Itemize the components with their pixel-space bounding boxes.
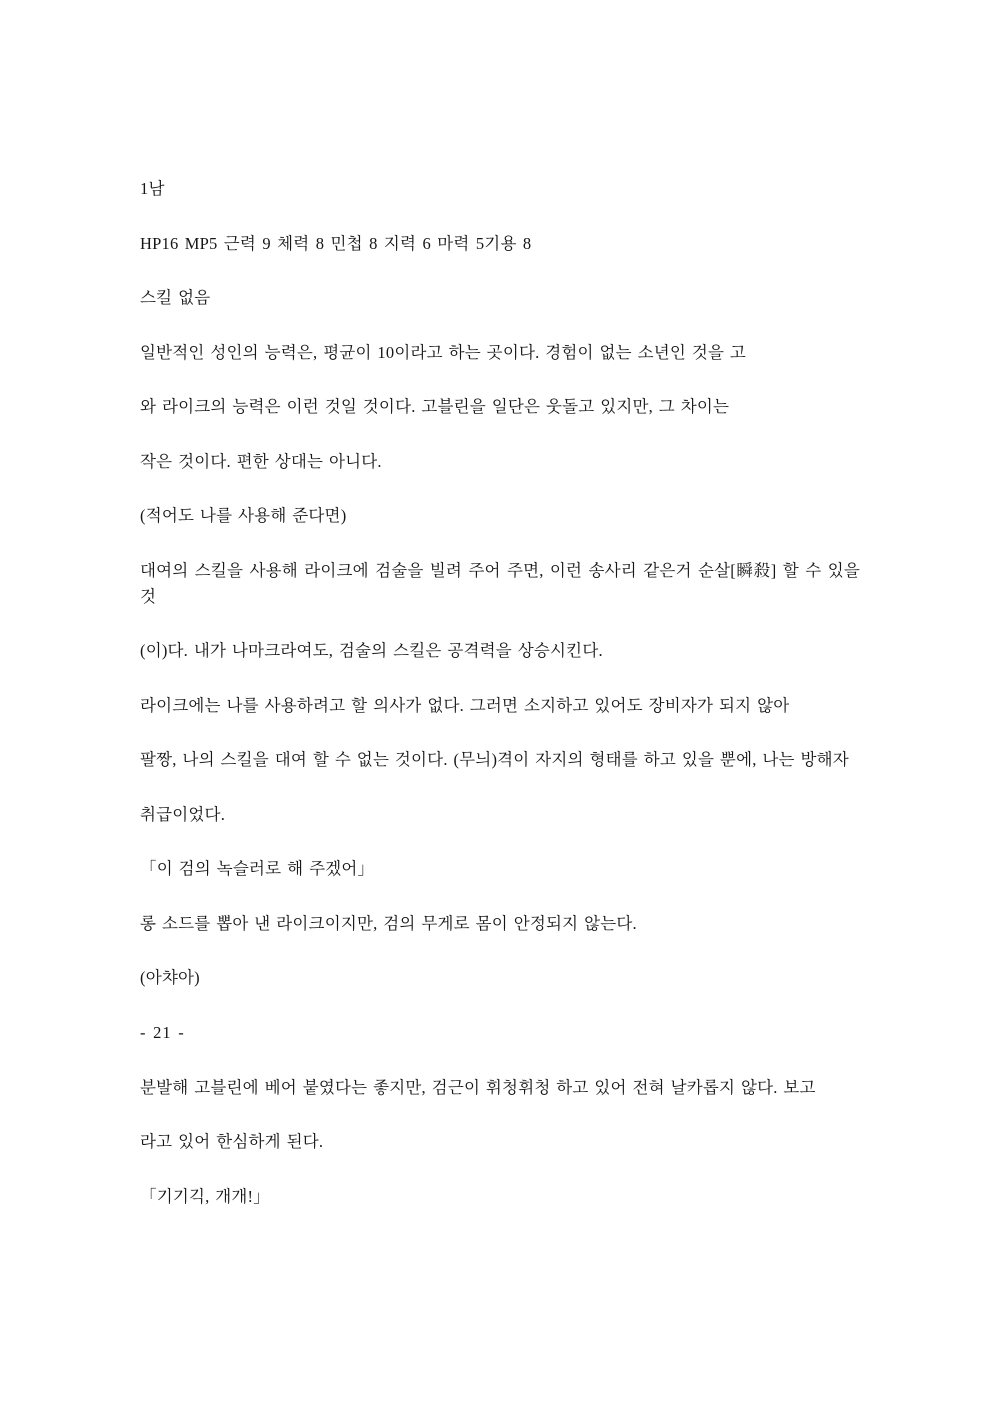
body-paragraph-2: 와 라이크의 능력은 이런 것일 것이다. 고블린을 일단은 웃돌고 있지만, 그 차이는 [140, 397, 730, 417]
body-paragraph-1: 일반적인 성인의 능력은, 평균이 10이라고 하는 곳이다. 경험이 없는 소년인 것을 고 [140, 342, 747, 362]
page-number: - 21 - [140, 1023, 185, 1042]
dialogue-2: 「기기긱, 개개!」 [140, 1186, 270, 1206]
body-paragraph-9: 롱 소드를 뽑아 낸 라이크이지만, 검의 무게로 몸이 안정되지 않는다. [140, 913, 637, 933]
body-paragraph-8: 취급이었다. [140, 804, 226, 824]
body-paragraph-10: 분발해 고블린에 베어 붙였다는 좋지만, 검근이 휘청휘청 하고 있어 전혀 날카롭지 않다. 보고 [140, 1077, 816, 1097]
body-paragraph-4: 대여의 스킬을 사용해 라이크에 검술을 빌려 주어 주면, 이런 송사리 같은거 순살[瞬殺] 할 수 있을 것 [140, 560, 860, 606]
inner-thought-2: (아챠아) [140, 968, 200, 988]
document-body [140, 176, 872, 1209]
body-paragraph-6: 라이크에는 나를 사용하려고 할 의사가 없다. 그러면 소지하고 있어도 장비자가 되지 않아 [140, 695, 790, 715]
skill-line: 스킬 없음 [140, 288, 211, 308]
body-paragraph-3: 작은 것이다. 편한 상대는 아니다. [140, 451, 382, 471]
body-paragraph-7: 팔짱, 나의 스킬을 대여 할 수 없는 것이다. (무늬)격이 자지의 형태를 하고 있을 뿐에, 나는 방해자 [140, 750, 849, 770]
body-paragraph-11: 라고 있어 한심하게 된다. [140, 1132, 324, 1152]
dialogue-1: 「이 검의 녹슬러로 해 주겠어」 [140, 859, 375, 879]
character-name: 1남 [140, 179, 165, 198]
character-stats-line: HP16 MP5 근력 9 체력 8 민첩 8 지력 6 마력 5기용 8 [140, 233, 532, 253]
body-paragraph-5: (이)다. 내가 나마크라여도, 검술의 스킬은 공격력을 상승시킨다. [140, 641, 603, 661]
inner-thought-1: (적어도 나를 사용해 준다면) [140, 506, 347, 526]
